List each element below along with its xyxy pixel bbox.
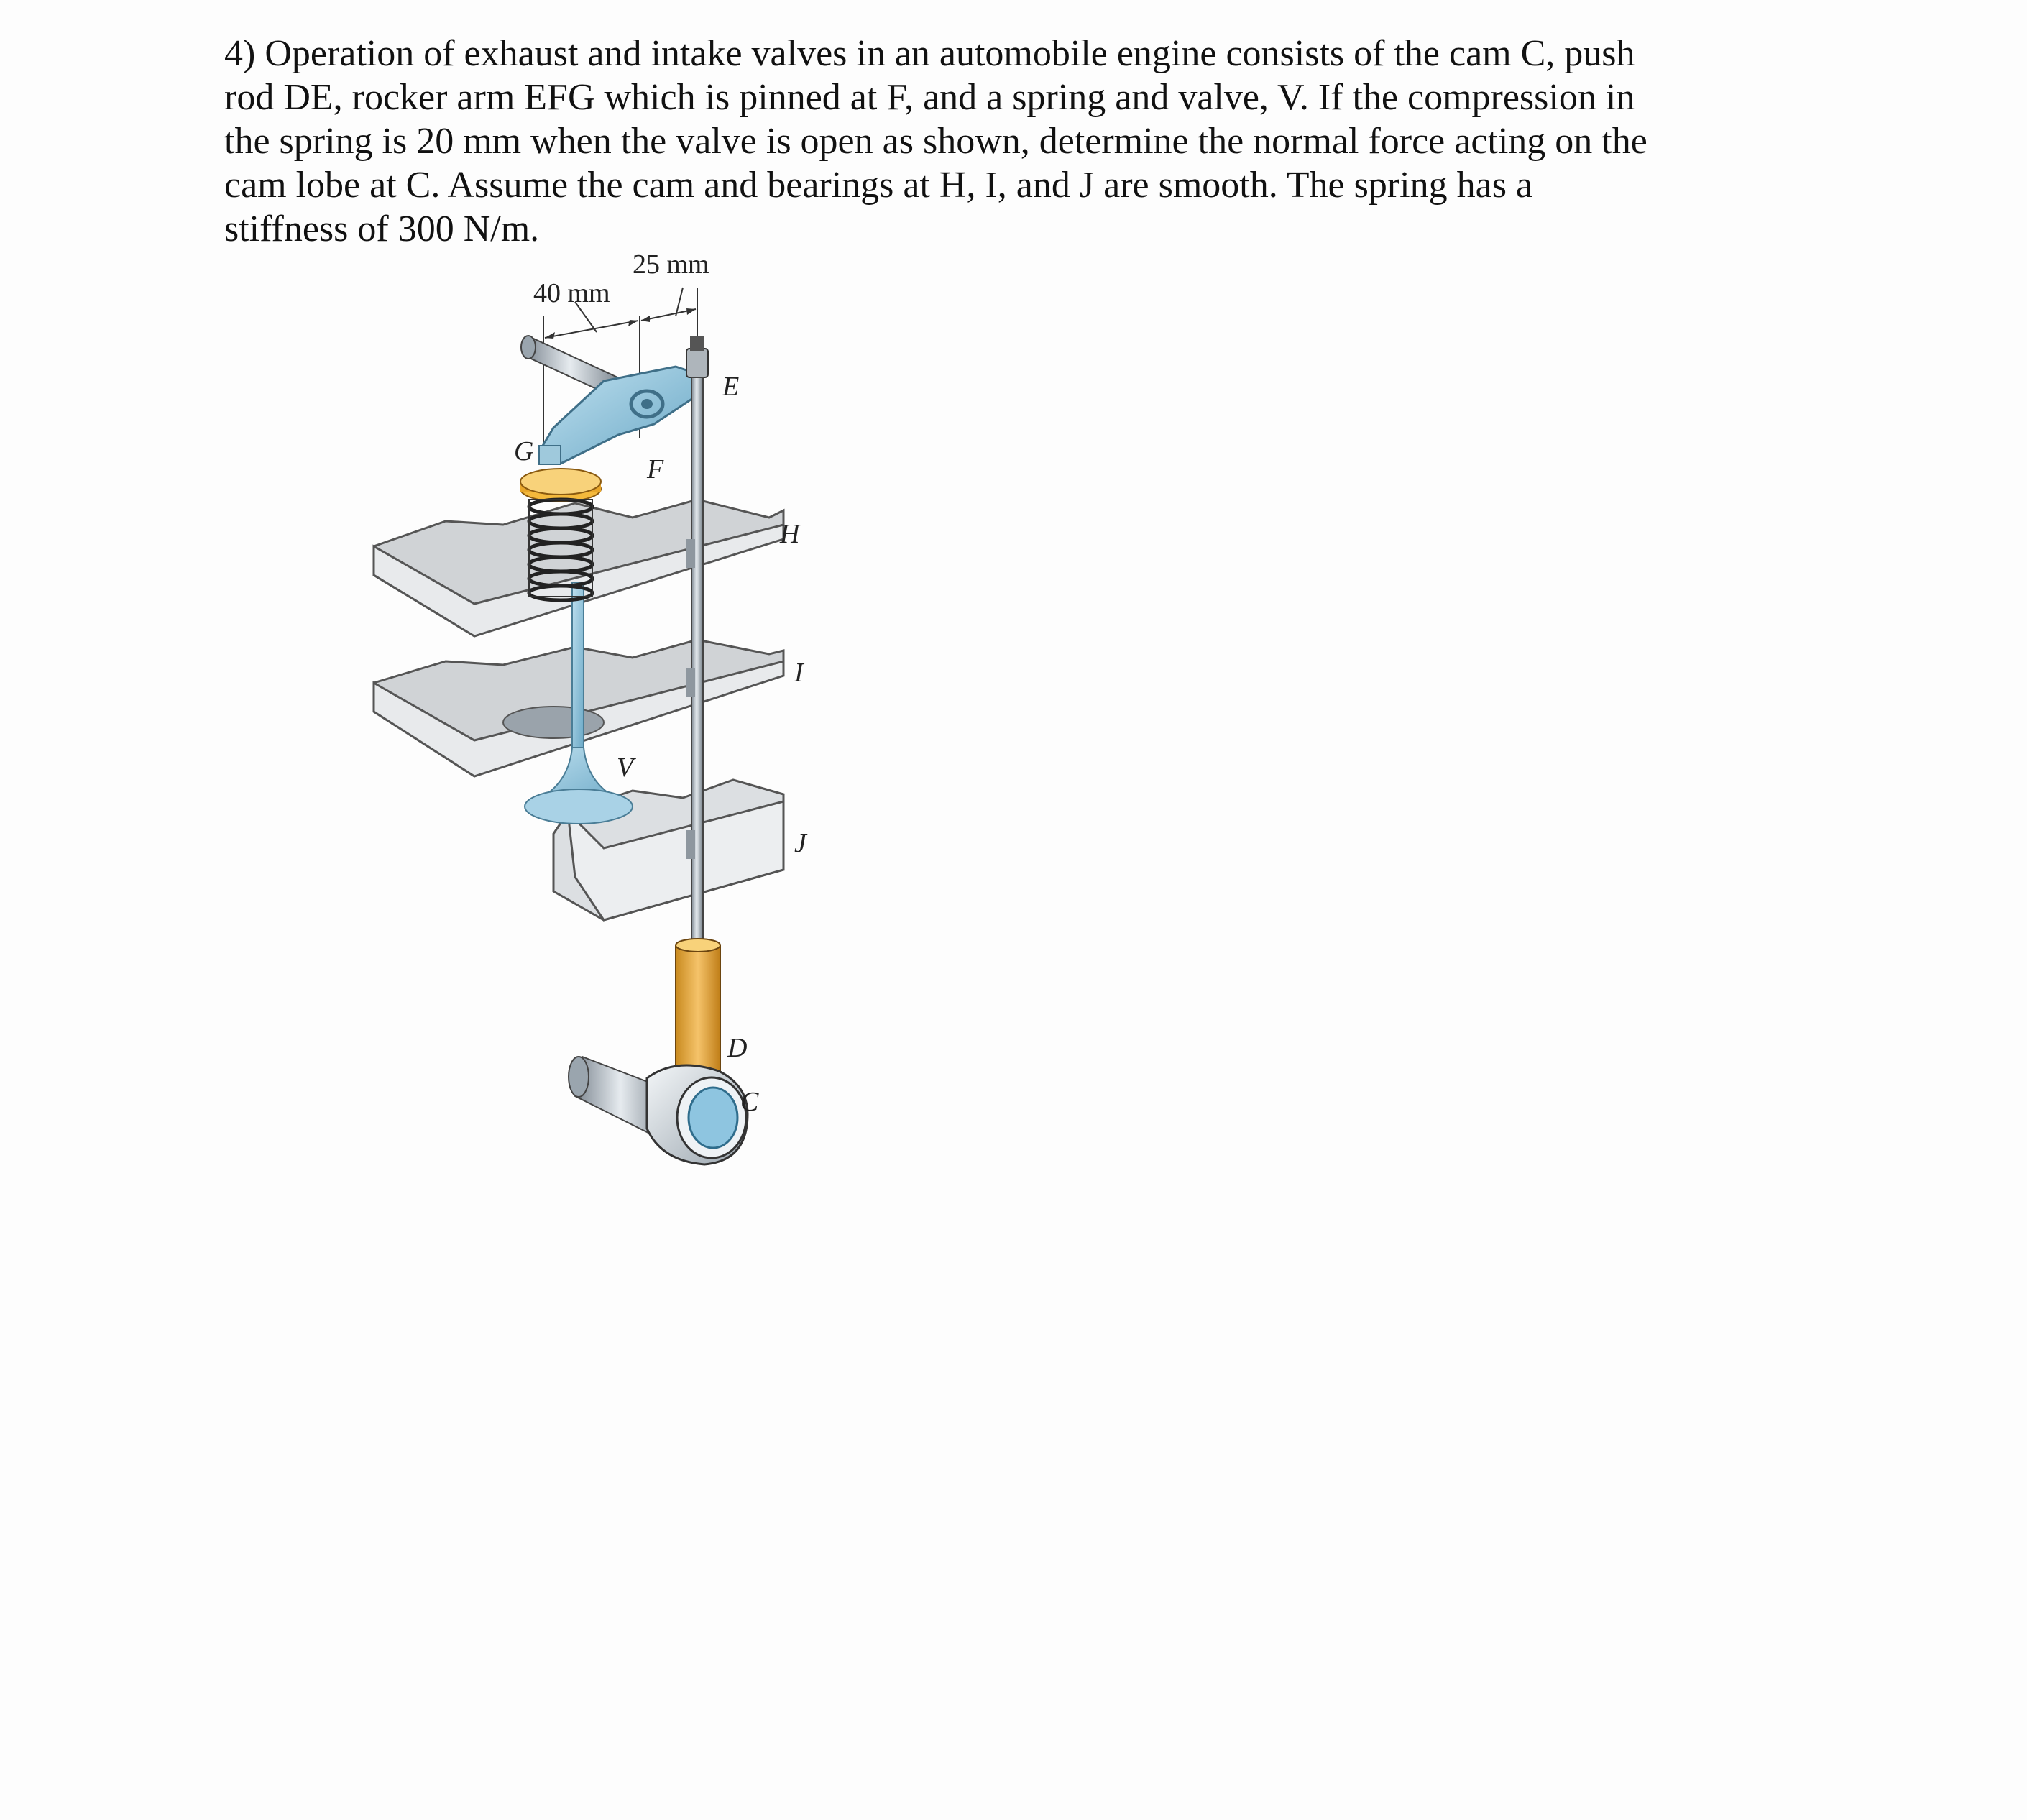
label-F: F bbox=[647, 454, 664, 484]
adjusting-nut bbox=[686, 336, 708, 377]
label-C: C bbox=[740, 1087, 759, 1117]
tappet bbox=[676, 939, 720, 1075]
valve-mechanism-figure bbox=[359, 244, 906, 1179]
dimension-40mm: 40 mm bbox=[533, 278, 610, 308]
label-G: G bbox=[514, 436, 534, 467]
label-H: H bbox=[780, 519, 800, 549]
cam-lobe bbox=[647, 1065, 748, 1164]
label-J: J bbox=[794, 828, 806, 858]
label-D: D bbox=[727, 1033, 748, 1063]
label-E: E bbox=[722, 372, 740, 402]
problem-line: 4) Operation of exhaust and intake valves in an automobile engine consists of the cam C, push bbox=[224, 33, 1635, 74]
problem-line: cam lobe at C. Assume the cam and bearings at H, I, and J are smooth. The spring has a bbox=[224, 165, 1533, 206]
problem-line: the spring is 20 mm when the valve is open as shown, determine the normal force acting on the bbox=[224, 121, 1647, 162]
problem-line: rod DE, rocker arm EFG which is pinned at F, and a spring and valve, V. If the compression in bbox=[224, 77, 1635, 118]
label-V: V bbox=[617, 753, 634, 783]
label-I: I bbox=[794, 658, 804, 688]
problem-line: stiffness of 300 N/m. bbox=[224, 208, 540, 249]
dimension-25mm: 25 mm bbox=[633, 249, 709, 280]
rocker-arm bbox=[539, 367, 697, 464]
problem-statement bbox=[224, 32, 1698, 251]
